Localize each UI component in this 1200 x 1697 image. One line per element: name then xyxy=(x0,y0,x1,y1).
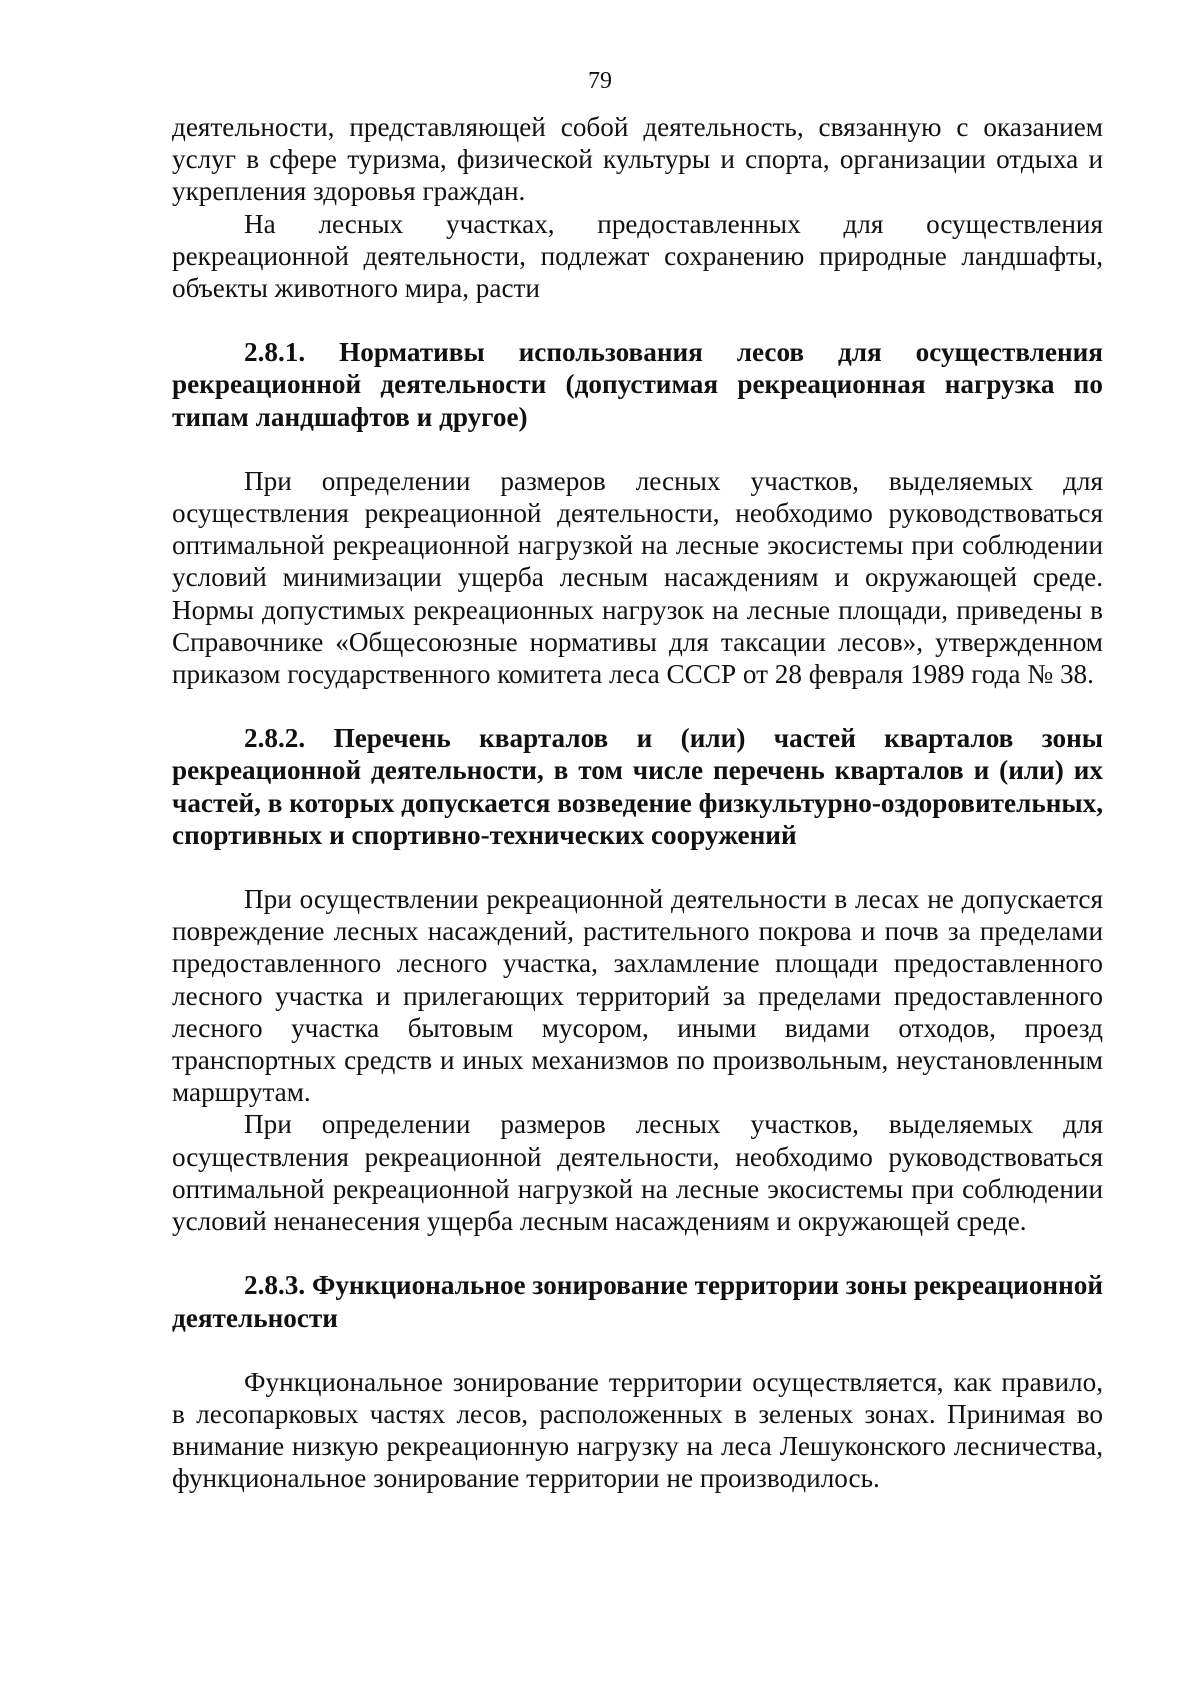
intro-paragraph: На лесных участках, предоставленных для осуществления рекреационной деятельности, подлежат сохранению природные ландшафты, объекты животного мира, расти xyxy=(172,208,1103,304)
section-heading-2-8-1: 2.8.1. Нормативы использования лесов для осуществления рекреационной деятельности (допустимая рекреационная нагрузка по типам ландшафтов и другое) xyxy=(172,337,1103,432)
page-content xyxy=(172,111,1103,1495)
page-number: 79 xyxy=(588,68,612,94)
section-2-8-1-paragraph: При определении размеров лесных участков, выделяемых для осуществления рекреационной деятельности, необходимо руководствоваться оптимальной рекреационной нагрузкой на лесные экосистемы при соблюдении условий минимизации ущерба лесным насаждениям и окружающей среде. Нормы допустимых рекреационных нагрузок на лесные площади, приведены в Справочнике «Общесоюзные нормативы для таксации лесов», утвержденном приказом государственного комитета леса СССР от 28 февраля 1989 года № 38. xyxy=(172,465,1103,690)
section-heading-2-8-3: 2.8.3. Функциональное зонирование территории зоны рекреационной деятельности xyxy=(172,1270,1103,1333)
section-2-8-2-paragraph-2: При определении размеров лесных участков, выделяемых для осуществления рекреационной деятельности, необходимо руководствоваться оптимальной рекреационной нагрузкой на лесные экосистемы при соблюдении условий ненанесения ущерба лесным насаждениям и окружающей среде. xyxy=(172,1109,1103,1237)
section-2-8-2-paragraph-1: При осуществлении рекреационной деятельности в лесах не допускается повреждение лесных насаждений, растительного покрова и почв за пределами предоставленного лесного участка, захламление площади предоставленного лесного участка и прилегающих территорий за пределами предоставленного лесного участка бытовым мусором, иными видами отходов, проезд транспортных средств и иных механизмов по произвольным, неустановленным маршрутам. xyxy=(172,884,1103,1108)
section-2-8-3-paragraph: Функциональное зонирование территории осуществляется, как правило, в лесопарковых частях лесов, расположенных в зеленых зонах. Принимая во внимание низкую рекреационную нагрузку на леса Лешуконского лесничества, функциональное зонирование территории не производилось. xyxy=(172,1366,1103,1494)
intro-paragraph-continued: деятельности, представляющей собой деятельность, связанную с оказанием услуг в сфере туризма, физической культуры и спорта, организации отдыха и укрепления здоровья граждан. xyxy=(172,112,1103,207)
section-heading-2-8-2: 2.8.2. Перечень кварталов и (или) частей кварталов зоны рекреационной деятельности, в том числе перечень кварталов и (или) их частей, в которых допускается возведение физкультурно-оздоровительных, спортивных и спортивно-технических сооружений xyxy=(172,723,1103,850)
